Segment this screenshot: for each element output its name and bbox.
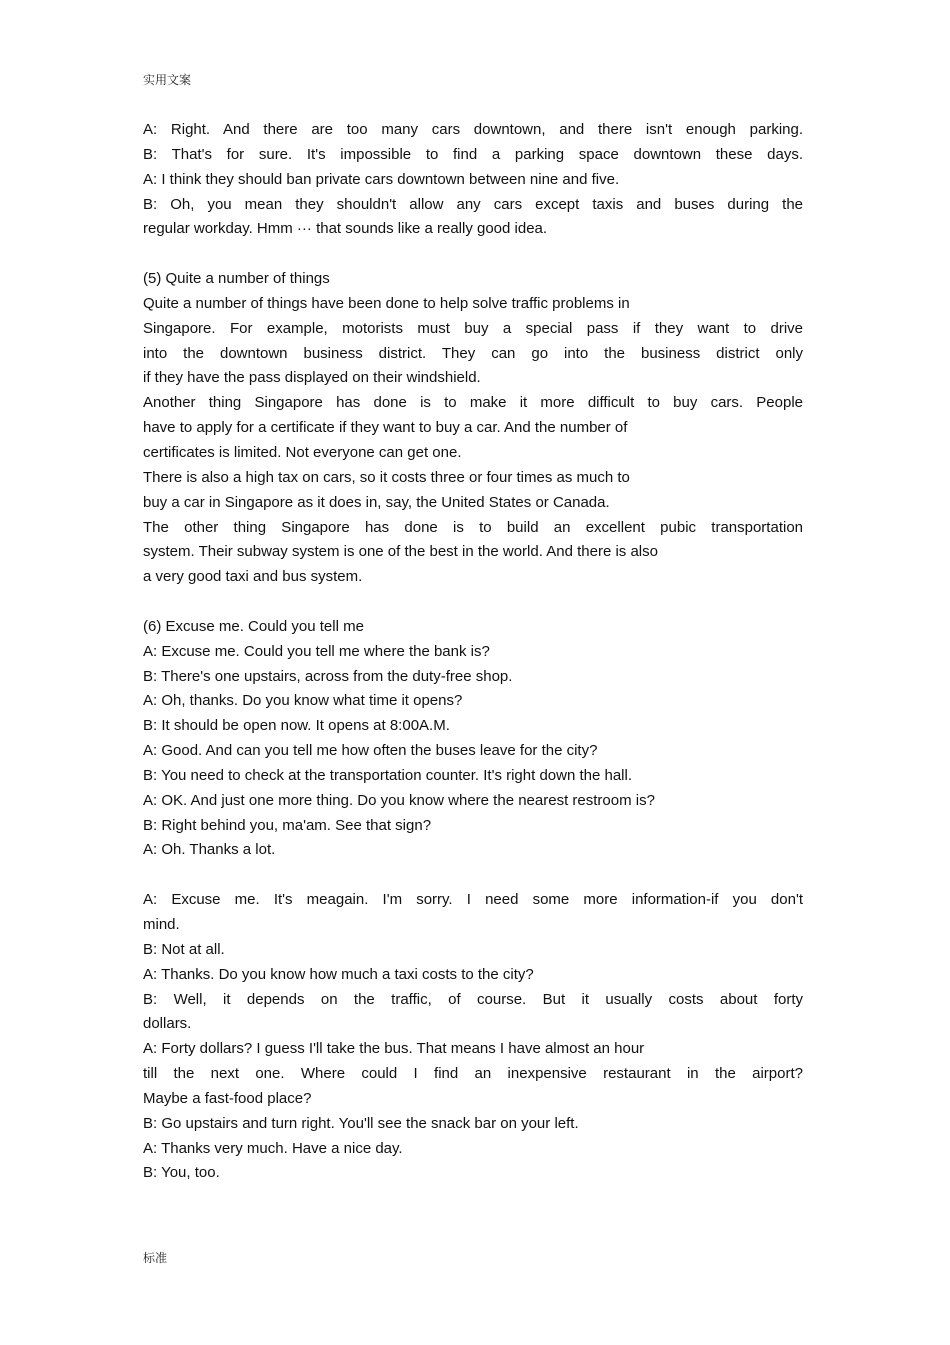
document-body <box>143 118 803 1186</box>
text-line: Another thing Singapore has done is to make it more difficult to buy cars. People <box>143 394 803 412</box>
text-line: (5) Quite a number of things <box>143 270 330 288</box>
text-line: A: Oh, thanks. Do you know what time it opens? <box>143 692 463 710</box>
text-line: A: Thanks very much. Have a nice day. <box>143 1139 403 1157</box>
text-line: B: Right behind you, ma'am. See that sign? <box>143 816 432 834</box>
text-line: B: There's one upstairs, across from the duty-free shop. <box>143 667 513 685</box>
text-line: A: I think they should ban private cars downtown between nine and five. <box>143 170 620 188</box>
text-line: B: That's for sure. It's impossible to find a parking space downtown these days. <box>143 145 803 163</box>
text-line: A: Excuse me. It's meagain. I'm sorry. I need some more information-if you don't <box>143 891 803 909</box>
text-line: have to apply for a certificate if they want to buy a car. And the number of <box>143 419 628 437</box>
text-line: regular workday. Hmm ··· that sounds like a really good idea. <box>143 220 548 238</box>
text-line: (6) Excuse me. Could you tell me <box>143 617 364 635</box>
blank-line <box>143 242 803 267</box>
text-line: mind. <box>143 916 180 933</box>
text-line: B: You, too. <box>143 1164 220 1182</box>
text-line: dollars. <box>143 1015 192 1033</box>
page-footer: 标准 <box>143 1251 168 1265</box>
text-line: buy a car in Singapore as it does in, say, the United States or Canada. <box>143 493 610 511</box>
blank-line <box>143 590 803 615</box>
text-line: A: Excuse me. Could you tell me where the bank is? <box>143 642 490 660</box>
text-line: B: It should be open now. It opens at 8:00A.M. <box>143 717 450 735</box>
page-header: 实用文案 <box>143 73 192 87</box>
text-line: Singapore. For example, motorists must buy a special pass if they want to drive <box>143 319 803 337</box>
text-line: B: Go upstairs and turn right. You'll see the snack bar on your left. <box>143 1114 579 1132</box>
text-line: Maybe a fast-food place? <box>143 1089 312 1107</box>
text-line: B: Oh, you mean they shouldn't allow any cars except taxis and buses during the <box>143 195 803 213</box>
text-line: A: Right. And there are too many cars downtown, and there isn't enough parking. <box>143 121 803 138</box>
text-line: A: Oh. Thanks a lot. <box>143 841 276 859</box>
text-line: if they have the pass displayed on their windshield. <box>143 369 481 387</box>
text-line: till the next one. Where could I find an inexpensive restaurant in the airport? <box>143 1065 803 1083</box>
text-line: A: OK. And just one more thing. Do you know where the nearest restroom is? <box>143 791 655 809</box>
text-line: B: Not at all. <box>143 940 225 958</box>
text-line: A: Good. And can you tell me how often the buses leave for the city? <box>143 742 598 760</box>
text-line: into the downtown business district. They can go into the business district only <box>143 344 803 362</box>
text-line: B: Well, it depends on the traffic, of course. But it usually costs about forty <box>143 990 803 1008</box>
text-line: system. Their subway system is one of the best in the world. And there is also <box>143 543 658 561</box>
text-line: B: You need to check at the transportation counter. It's right down the hall. <box>143 766 633 784</box>
text-line: A: Thanks. Do you know how much a taxi costs to the city? <box>143 965 534 983</box>
text-line: certificates is limited. Not everyone can get one. <box>143 443 462 461</box>
text-line: Quite a number of things have been done to help solve traffic problems in <box>143 294 630 312</box>
text-line: A: Forty dollars? I guess I'll take the bus. That means I have almost an hour <box>143 1040 645 1058</box>
blank-line <box>143 863 803 888</box>
text-line: The other thing Singapore has done is to build an excellent pubic transportation <box>143 518 803 536</box>
text-line: There is also a high tax on cars, so it costs three or four times as much to <box>143 468 630 486</box>
text-line: a very good taxi and bus system. <box>143 568 363 586</box>
